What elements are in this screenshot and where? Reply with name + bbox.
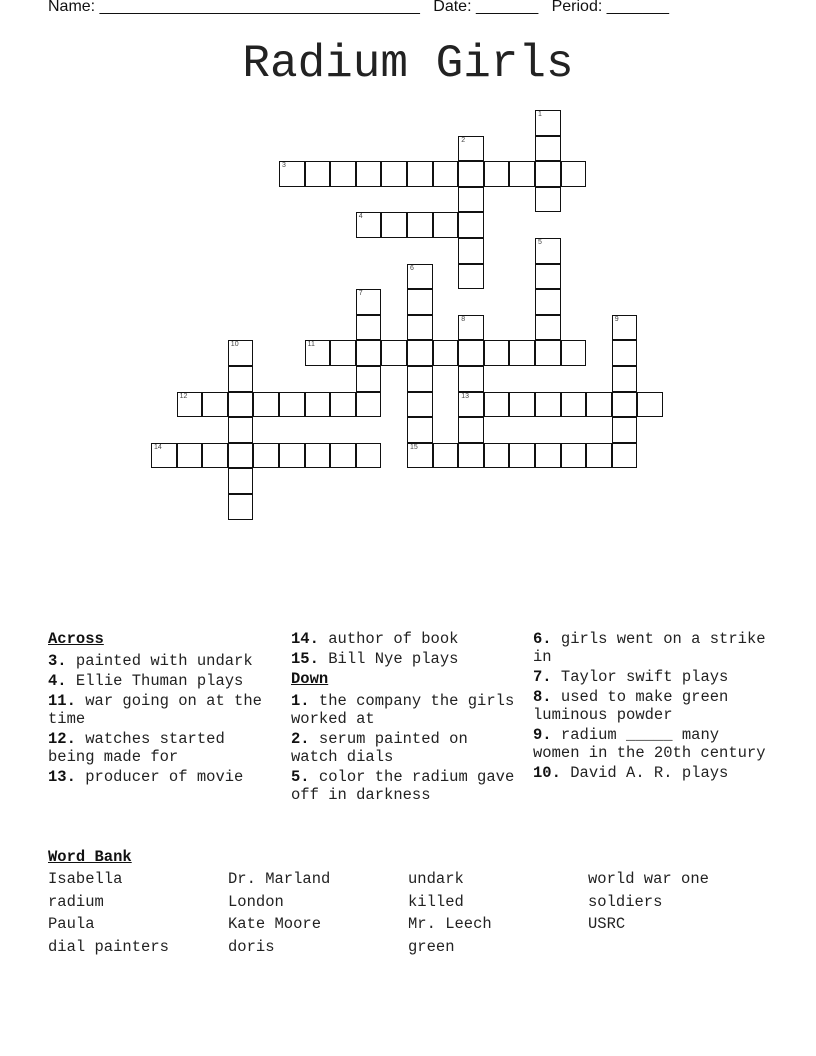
word-bank-word: Mr. Leech [408, 915, 492, 933]
cell-number: 10 [230, 341, 239, 349]
cell-number: 7 [358, 290, 363, 298]
across-clue: 4. Ellie Thuman plays [48, 672, 244, 690]
crossword-cell[interactable] [484, 161, 510, 187]
crossword-cell[interactable] [561, 443, 587, 469]
word-bank-word: world war one [588, 870, 709, 888]
crossword-cell[interactable] [509, 443, 535, 469]
down-heading: Down [291, 670, 329, 688]
word-bank-word: USRC [588, 915, 626, 933]
crossword-cell[interactable] [535, 392, 561, 418]
across-heading: Across [48, 630, 104, 648]
crossword-cell[interactable] [356, 392, 382, 418]
crossword-cell[interactable] [458, 417, 484, 443]
crossword-cell[interactable] [356, 161, 382, 187]
crossword-cell[interactable] [458, 264, 484, 290]
crossword-cell[interactable] [356, 289, 382, 315]
cell-number: 12 [179, 392, 188, 400]
cell-number: 6 [410, 264, 414, 272]
crossword-cell[interactable] [356, 340, 382, 366]
crossword-cell[interactable] [330, 392, 356, 418]
crossword-cell[interactable] [458, 212, 484, 238]
crossword-cell[interactable] [458, 443, 484, 469]
crossword-cell[interactable] [407, 315, 433, 341]
crossword-cell[interactable] [305, 443, 331, 469]
crossword-cell[interactable] [484, 392, 510, 418]
cell-number: 11 [307, 341, 315, 349]
crossword-cell[interactable] [535, 340, 561, 366]
crossword-cell[interactable] [561, 392, 587, 418]
crossword-cell[interactable] [151, 443, 177, 469]
crossword-cell[interactable] [433, 340, 459, 366]
page-title: Radium Girls [242, 38, 574, 90]
crossword-cell[interactable] [330, 443, 356, 469]
crossword-cell[interactable] [228, 468, 254, 494]
crossword-cell[interactable] [535, 264, 561, 290]
cell-number: 8 [461, 315, 466, 323]
crossword-cell[interactable] [586, 443, 612, 469]
across-clue: 12. watches started being made for [48, 730, 225, 766]
crossword-cell[interactable] [356, 366, 382, 392]
crossword-cell[interactable] [407, 212, 433, 238]
crossword-cell[interactable] [407, 417, 433, 443]
cell-number: 14 [154, 443, 162, 451]
crossword-cell[interactable] [612, 315, 638, 341]
crossword-cell[interactable] [458, 392, 484, 418]
crossword-cell[interactable] [279, 392, 305, 418]
clues-column-3 [533, 630, 773, 784]
cell-number: 13 [461, 392, 469, 400]
crossword-cell[interactable] [458, 187, 484, 213]
crossword-cell[interactable] [509, 392, 535, 418]
crossword-cell[interactable] [381, 161, 407, 187]
crossword-cell[interactable] [561, 340, 587, 366]
down-clue: 9. radium _____ many women in the 20th century [533, 726, 766, 762]
word-bank-word: Dr. Marland [228, 870, 331, 888]
crossword-cell[interactable] [202, 443, 228, 469]
name-label: Name: ____________________________________ [48, 0, 420, 15]
across-clue: 3. painted with undark [48, 652, 253, 670]
clues-column-2 [291, 630, 521, 806]
crossword-cell[interactable] [535, 187, 561, 213]
crossword-cell[interactable] [458, 340, 484, 366]
crossword-cell[interactable] [228, 366, 254, 392]
crossword-cell[interactable] [535, 443, 561, 469]
word-bank-word: dial painters [48, 937, 169, 956]
crossword-cell[interactable] [612, 417, 638, 443]
crossword-cell[interactable] [458, 136, 484, 162]
cell-number: 2 [461, 136, 466, 144]
crossword-cell[interactable] [535, 110, 561, 136]
across-clue: 13. producer of movie [48, 768, 244, 786]
word-bank-word: Kate Moore [228, 915, 322, 933]
across-clue: 11. war going on at the time [48, 692, 262, 728]
crossword-cell[interactable] [458, 315, 484, 341]
crossword-cell[interactable] [305, 340, 331, 366]
crossword-cell[interactable] [433, 212, 459, 238]
crossword-cell[interactable] [407, 366, 433, 392]
word-bank-word: radium [48, 892, 104, 911]
crossword-cell[interactable] [228, 417, 254, 443]
cell-number: 15 [410, 443, 418, 451]
crossword-cell[interactable] [228, 392, 254, 418]
crossword-cell[interactable] [407, 392, 433, 418]
across-clue: 14. author of book [291, 630, 459, 648]
across-clue: 15. Bill Nye plays [291, 650, 459, 668]
down-clue: 6. girls went on a strike in [533, 630, 766, 666]
crossword-cell[interactable] [612, 392, 638, 418]
crossword-cell[interactable] [202, 392, 228, 418]
crossword-cell[interactable] [305, 392, 331, 418]
crossword-cell[interactable] [535, 161, 561, 187]
crossword-cell[interactable] [330, 340, 356, 366]
crossword-cell[interactable] [407, 161, 433, 187]
cell-number: 3 [282, 162, 286, 170]
down-clue: 7. Taylor swift plays [533, 668, 729, 686]
crossword-cell[interactable] [330, 161, 356, 187]
crossword-cell[interactable] [458, 161, 484, 187]
word-bank-word: Paula [48, 915, 95, 933]
crossword-cell[interactable] [509, 161, 535, 187]
crossword-cell[interactable] [586, 392, 612, 418]
crossword-cell[interactable] [535, 289, 561, 315]
crossword-cell[interactable] [177, 443, 203, 469]
down-clue: 2. serum painted on watch dials [291, 730, 468, 766]
word-bank-word: green [408, 937, 455, 956]
date-label: Date: _______ [433, 0, 539, 15]
crossword-cell[interactable] [279, 161, 305, 187]
period-label: Period: _______ [551, 0, 670, 15]
word-bank-word: doris [228, 937, 275, 956]
crossword-cell[interactable] [177, 392, 203, 418]
crossword-cell[interactable] [561, 161, 587, 187]
crossword-cell[interactable] [484, 340, 510, 366]
down-clue: 10. David A. R. plays [533, 764, 729, 782]
cell-number: 9 [614, 315, 619, 323]
word-bank-word: soldiers [588, 892, 663, 911]
crossword-cell[interactable] [535, 136, 561, 162]
down-clue: 5. color the radium gave off in darkness [291, 768, 515, 804]
crossword-cell[interactable] [228, 494, 254, 520]
crossword-cell[interactable] [509, 340, 535, 366]
crossword-cell[interactable] [612, 340, 638, 366]
crossword-cell[interactable] [305, 161, 331, 187]
crossword-cell[interactable] [253, 392, 279, 418]
crossword-cell[interactable] [228, 340, 254, 366]
crossword-cell[interactable] [253, 443, 279, 469]
down-clue: 8. used to make green luminous powder [533, 688, 729, 724]
crossword-cell[interactable] [407, 340, 433, 366]
cell-number: 5 [538, 239, 542, 246]
crossword-cell[interactable] [356, 315, 382, 341]
crossword-cell[interactable] [433, 161, 459, 187]
cell-number: 4 [358, 213, 363, 221]
cell-number: 1 [538, 111, 542, 118]
clues-column-1 [48, 630, 278, 788]
crossword-cell[interactable] [407, 443, 433, 469]
crossword-cell[interactable] [484, 443, 510, 469]
crossword-cell[interactable] [356, 443, 382, 469]
crossword-cell[interactable] [433, 443, 459, 469]
crossword-cell[interactable] [407, 264, 433, 290]
word-bank-word: London [228, 892, 284, 911]
crossword-cell[interactable] [637, 392, 663, 418]
crossword-cell[interactable] [612, 366, 638, 392]
word-bank-heading: Word Bank [48, 848, 132, 866]
word-bank-word: undark [408, 870, 464, 888]
crossword-cell[interactable] [612, 443, 638, 469]
down-clue: 1. the company the girls worked at [291, 692, 515, 728]
word-bank-word: Isabella [48, 870, 123, 888]
crossword-cell[interactable] [535, 238, 561, 264]
crossword-cell[interactable] [458, 238, 484, 264]
crossword-cell[interactable] [458, 366, 484, 392]
crossword-cell[interactable] [228, 443, 254, 469]
crossword-cell[interactable] [535, 315, 561, 341]
crossword-cell[interactable] [356, 212, 382, 238]
crossword-cell[interactable] [381, 340, 407, 366]
crossword-cell[interactable] [279, 443, 305, 469]
crossword-cell[interactable] [381, 212, 407, 238]
word-bank-word: killed [408, 892, 464, 911]
crossword-cell[interactable] [407, 289, 433, 315]
